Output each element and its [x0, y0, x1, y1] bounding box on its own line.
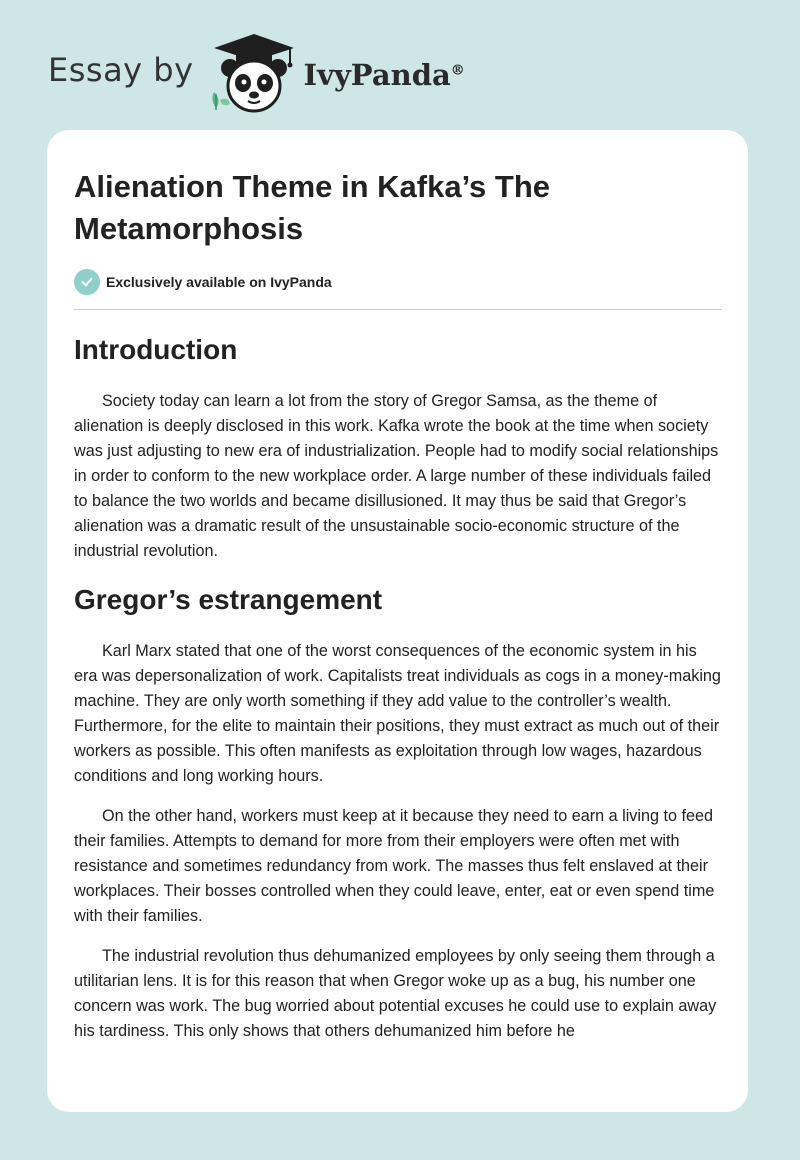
section-heading: Introduction — [74, 334, 238, 365]
paragraph: Karl Marx stated that one of the worst consequences of the economic system in his era was depersonalization of work. Capitalists treat individuals as cogs in a money-making machine. They are only worth something if they add value to the controller’s wealth. Furthermore, for the elite to maintain their positions, they must extract as much out of their workers as possible. This often manifests as exploitation through low wages, hazardous conditions and long working hours. — [74, 642, 721, 785]
check-icon — [74, 269, 100, 295]
section-heading: Gregor’s estrangement — [74, 584, 383, 615]
essay-title: Alienation Theme in Kafka’s The Metamorphosis — [74, 169, 551, 246]
brand-name: IvyPanda® — [303, 58, 465, 92]
essay-by-label: Essay by — [48, 51, 194, 89]
site-header — [48, 28, 465, 118]
paragraph: Society today can learn a lot from the story of Gregor Samsa, as the theme of alienation is deeply disclosed in this work. Kafka wrote the book at the time when society was just adjusting to new era of industrialization. People had to modify social relationships in order to conform to the new workplace order. A large number of these individuals failed to balance the two worlds and became disillusioned. It may thus be said that Gregor’s alienation was a dramatic result of the unsustainable socio-economic structure of the industrial revolution. — [74, 392, 719, 560]
essay-card — [47, 130, 748, 1112]
paragraph: The industrial revolution thus dehumanized employees by only seeing them through a utilitarian lens. It is for this reason that when Gregor woke up as a bug, his number one concern was work. The bug worried about potential excuses he could use to explain away his tardiness. This only shows that others dehumanized him before he — [74, 947, 717, 1040]
paragraph: On the other hand, workers must keep at it because they need to earn a living to feed their families. Attempts to demand for more from their employers were often met with resistance and sometimes redundancy from work. The masses thus felt enslaved at their workplaces. Their bosses controlled when they could leave, enter, eat or even spend time with their families. — [74, 807, 715, 925]
exclusive-badge-label: Exclusively available on IvyPanda — [106, 274, 332, 290]
panda-logo-icon — [208, 30, 300, 116]
exclusive-badge — [74, 269, 722, 295]
divider — [74, 309, 722, 310]
